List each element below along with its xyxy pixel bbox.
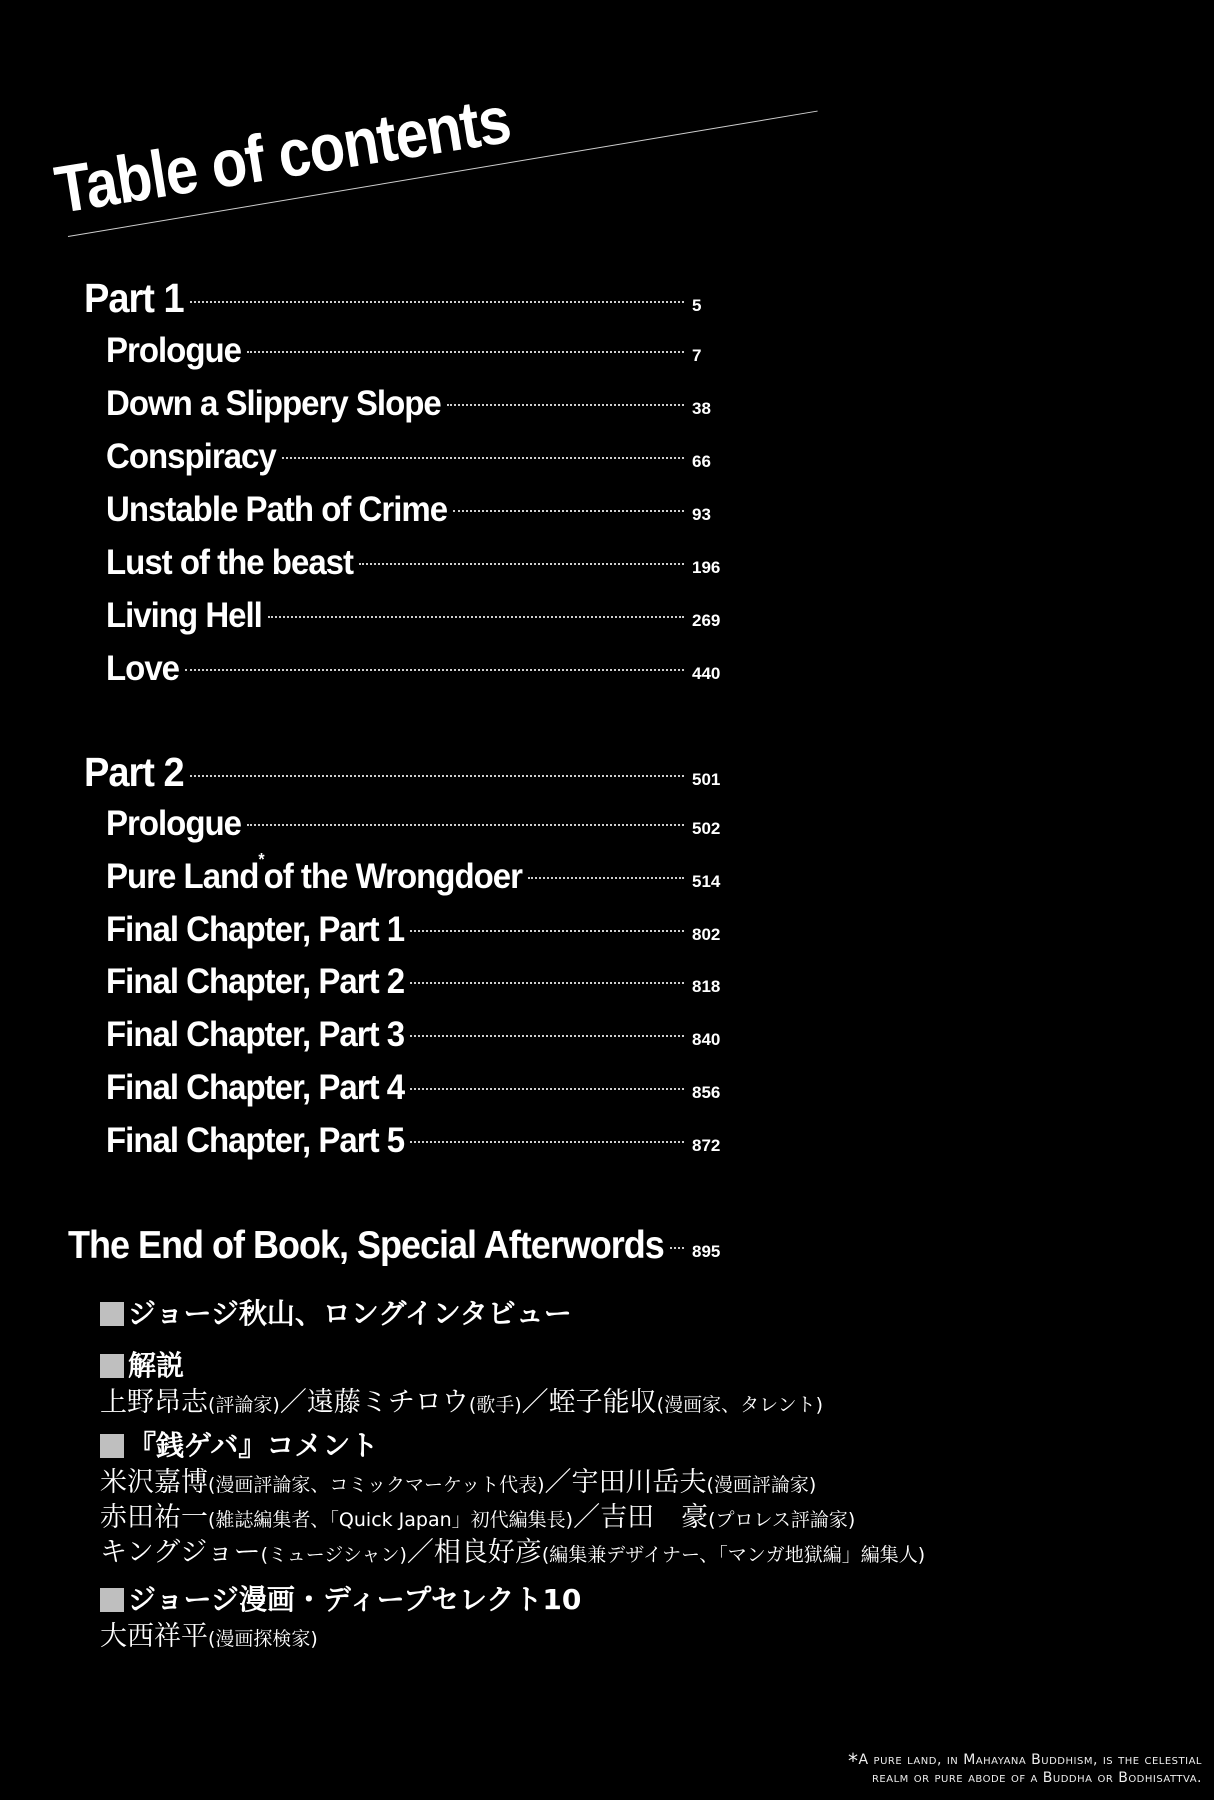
toc-page: 502 bbox=[692, 819, 721, 838]
toc-entry-part2[interactable] bbox=[84, 752, 724, 795]
contributor-role: (編集兼デザイナー、「マンガ地獄編」編集人) bbox=[541, 1544, 926, 1566]
footnote-marker: * bbox=[258, 851, 264, 870]
leader-dots bbox=[410, 982, 684, 984]
footnote-line: realm or pure abode of a Buddha or Bodhisattva. bbox=[871, 1770, 1202, 1786]
toc-entry[interactable] bbox=[106, 543, 724, 581]
footnote-text: A pure land, in Mahayana Buddhism, is the celestial bbox=[858, 1752, 1202, 1768]
contributor-name: 相良好彦 bbox=[433, 1537, 542, 1568]
toc-page: 5 bbox=[692, 296, 702, 315]
toc-label: Final Chapter, Part 1 bbox=[106, 908, 405, 949]
contributor-name: 遠藤ミチロウ bbox=[306, 1387, 469, 1418]
toc-label: Unstable Path of Crime bbox=[106, 488, 448, 529]
toc-page: 818 bbox=[692, 977, 721, 996]
contributor-line bbox=[100, 1460, 816, 1499]
contributor-name: 蛭子能収 bbox=[548, 1387, 657, 1418]
leader-dots bbox=[247, 824, 684, 826]
contributor-role: (ミュージシャン) bbox=[260, 1544, 407, 1566]
toc-page: 872 bbox=[692, 1136, 721, 1155]
contributor-line bbox=[100, 1530, 925, 1569]
contributor-role: (漫画探検家) bbox=[208, 1628, 318, 1650]
page-title: Table of contents bbox=[50, 82, 516, 228]
contributor-name: 米沢嘉博 bbox=[100, 1467, 208, 1498]
section-heading: ジョージ漫画・ディープセレクト10 bbox=[128, 1583, 582, 1616]
toc-page: 93 bbox=[692, 505, 711, 524]
contributor-role: (漫画評論家) bbox=[706, 1474, 817, 1496]
leader-dots bbox=[268, 616, 684, 618]
toc-label: Living Hell bbox=[106, 594, 262, 635]
footnote-line bbox=[848, 1749, 1202, 1773]
toc-label: The End of Book, Special Afterwords bbox=[68, 1222, 664, 1267]
section-heading: ジョージ秋山、ロングインタビュー bbox=[128, 1297, 572, 1330]
leader-dots bbox=[410, 930, 684, 932]
bullet-square-icon bbox=[100, 1434, 124, 1458]
leader-dots bbox=[247, 351, 684, 353]
toc-page: 196 bbox=[692, 558, 721, 577]
contributor-name: 宇田川岳夫 bbox=[571, 1467, 707, 1498]
leader-dots bbox=[410, 1141, 684, 1143]
contributor-name: 赤田祐一 bbox=[100, 1502, 208, 1533]
toc-label: Final Chapter, Part 2 bbox=[106, 960, 405, 1001]
toc-entry[interactable] bbox=[106, 1068, 724, 1106]
leader-dots bbox=[282, 457, 684, 459]
contributor-role: (プロレス評論家) bbox=[708, 1509, 856, 1531]
contributor-role: (歌手) bbox=[468, 1394, 522, 1416]
section-heading: 解説 bbox=[128, 1349, 185, 1382]
toc-label: Down a Slippery Slope bbox=[106, 382, 441, 423]
toc-page: 66 bbox=[692, 452, 711, 471]
toc-label: Final Chapter, Part 3 bbox=[106, 1013, 405, 1054]
toc-entry[interactable] bbox=[106, 910, 724, 948]
toc-label: Final Chapter, Part 5 bbox=[106, 1119, 405, 1160]
toc-label-main: Pure Land bbox=[106, 855, 259, 896]
toc-label: Final Chapter, Part 4 bbox=[106, 1066, 405, 1107]
contributor-line bbox=[100, 1614, 318, 1653]
leader-dots bbox=[447, 404, 684, 406]
toc-entry[interactable] bbox=[106, 437, 724, 475]
bullet-square-icon bbox=[100, 1302, 124, 1326]
toc-label bbox=[106, 851, 522, 896]
leader-dots bbox=[185, 669, 684, 671]
section-comments bbox=[100, 1424, 378, 1464]
contributor-name: 大西祥平 bbox=[100, 1621, 208, 1652]
toc-label: Prologue bbox=[106, 329, 242, 370]
toc-page: 895 bbox=[692, 1242, 721, 1261]
contributor-name: キングジョー bbox=[100, 1537, 261, 1568]
section-heading: 『銭ゲバ』コメント bbox=[128, 1429, 379, 1462]
contributor-role: (雑誌編集者、「Quick Japan」初代編集長) bbox=[208, 1509, 574, 1531]
toc-entry[interactable] bbox=[106, 804, 724, 842]
leader-dots bbox=[528, 877, 684, 879]
toc-page: 856 bbox=[692, 1083, 721, 1102]
toc-entry-afterwords[interactable] bbox=[68, 1224, 724, 1266]
bullet-square-icon bbox=[100, 1588, 124, 1612]
toc-label: Love bbox=[106, 647, 180, 688]
separator: ／ bbox=[406, 1537, 434, 1568]
toc-label: Part 1 bbox=[84, 276, 184, 322]
contributor-role: (漫画評論家、コミックマーケット代表) bbox=[208, 1474, 545, 1496]
leader-dots bbox=[670, 1247, 684, 1249]
section-select bbox=[100, 1578, 581, 1618]
contributor-line bbox=[100, 1495, 855, 1534]
leader-dots bbox=[410, 1035, 684, 1037]
contributor-name: 上野昂志 bbox=[100, 1387, 208, 1418]
toc-page: 802 bbox=[692, 925, 721, 944]
toc-entry[interactable] bbox=[106, 384, 724, 422]
toc-page: 840 bbox=[692, 1030, 721, 1049]
contributor-line bbox=[100, 1380, 823, 1419]
separator: ／ bbox=[279, 1387, 307, 1418]
toc-entry[interactable] bbox=[106, 490, 724, 528]
toc-page: 7 bbox=[692, 346, 702, 365]
toc-entry[interactable] bbox=[106, 962, 724, 1000]
toc-page: 269 bbox=[692, 611, 721, 630]
toc-label: Part 2 bbox=[84, 750, 184, 796]
footnote bbox=[848, 1749, 1202, 1787]
toc-entry-part1[interactable] bbox=[84, 278, 724, 321]
leader-dots bbox=[359, 563, 684, 565]
toc-entry[interactable] bbox=[106, 851, 724, 896]
toc-entry[interactable] bbox=[106, 1015, 724, 1053]
toc-label: Conspiracy bbox=[106, 435, 276, 476]
contributor-role: (評論家) bbox=[208, 1394, 280, 1416]
contributor-name: 吉田 豪 bbox=[600, 1502, 709, 1533]
toc-label: Prologue bbox=[106, 802, 242, 843]
footnote-star: * bbox=[848, 1749, 859, 1773]
leader-dots bbox=[190, 301, 684, 303]
leader-dots bbox=[410, 1088, 684, 1090]
leader-dots bbox=[453, 510, 684, 512]
toc-entry[interactable] bbox=[106, 596, 724, 634]
toc-page: 440 bbox=[692, 664, 721, 683]
toc-label: Lust of the beast bbox=[106, 541, 354, 582]
toc-page: 501 bbox=[692, 770, 721, 789]
toc-entry[interactable] bbox=[106, 1121, 724, 1159]
toc-entry[interactable] bbox=[106, 331, 724, 369]
toc-entry[interactable] bbox=[106, 649, 724, 687]
separator: ／ bbox=[544, 1467, 572, 1498]
separator: ／ bbox=[573, 1502, 601, 1533]
section-kaisetsu bbox=[100, 1344, 184, 1384]
toc-page: 38 bbox=[692, 399, 711, 418]
toc-label-rest: of the Wrongdoer bbox=[263, 855, 522, 896]
section-interview bbox=[100, 1292, 572, 1332]
separator: ／ bbox=[521, 1387, 549, 1418]
toc-page: 514 bbox=[692, 872, 721, 891]
leader-dots bbox=[190, 775, 684, 777]
bullet-square-icon bbox=[100, 1354, 124, 1378]
contributor-role: (漫画家、タレント) bbox=[656, 1394, 824, 1416]
